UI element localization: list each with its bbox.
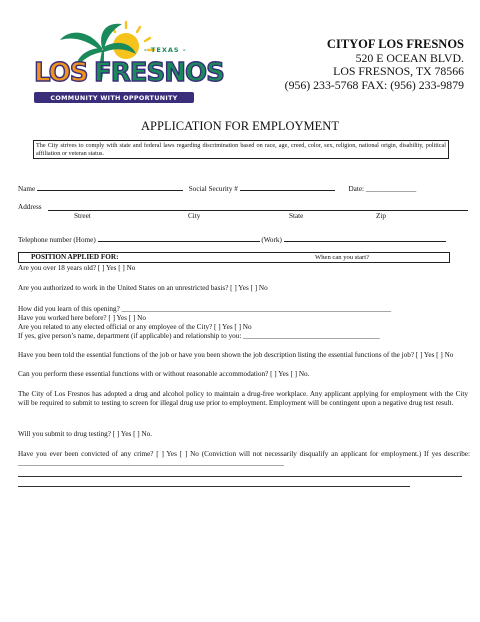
phone-work-label: (Work) xyxy=(261,236,282,244)
position-box xyxy=(18,252,450,263)
city-street-address: 520 E OCEAN BLVD. xyxy=(355,50,464,65)
phone-work-field[interactable] xyxy=(284,234,446,242)
crime-description-line-1[interactable] xyxy=(18,476,462,477)
question-drug-testing[interactable]: Will you submit to drug testing? [ ] Yes [ ] No. xyxy=(18,430,153,438)
question-perform-essential-functions[interactable]: Can you perform these essential functions with or without reasonable accommodation? [ ] Yes [ ] No. xyxy=(18,370,310,378)
question-worked-here-before[interactable]: Have you worked here before? [ ] Yes [ ] No xyxy=(18,314,146,322)
drug-policy-statement: The City of Los Fresnos has adopted a drug and alcohol policy to maintain a drug-free workplace. Any applicant applying for employment with the City will be required to submit to testing to screen for illegal drug use prior to employment. Employment will be contingent upon a negative drug test result. xyxy=(18,390,468,407)
page-title: APPLICATION FOR EMPLOYMENT xyxy=(141,119,339,133)
logo-texas-label: - TEXAS - xyxy=(144,46,187,54)
date-label: Date: xyxy=(348,185,365,193)
position-applied-label[interactable]: POSITION APPLIED FOR: xyxy=(31,253,119,261)
phone-home-label: Telephone number (Home) xyxy=(18,236,96,244)
logo-name-los: LOS xyxy=(34,58,88,88)
question-relationship-details[interactable]: If yes, give person’s name, department (if applicable) and relationship to you: ______________________________________ xyxy=(18,332,380,340)
question-criminal-conviction[interactable]: Have you ever been convicted of any crime? [ ] Yes [ ] No (Conviction will not necessarily disqualify an applicant for employment.) If yes describe: __________________________________________________________________________ xyxy=(18,450,470,467)
question-work-authorization[interactable]: Are you authorized to work in the United States on an unrestricted basis? [ ] Yes [ ] No xyxy=(18,284,268,292)
logo-tagline: COMMUNITY WITH OPPORTUNITY xyxy=(50,93,178,102)
question-essential-functions-told[interactable]: Have you been told the essential functions of the job or have you been shown the job description listing the essential functions of the job? [ ] Yes [ ] No xyxy=(18,351,454,359)
question-related-to-official[interactable]: Are you related to any elected official or any employee of the City? [ ] Yes [ ] No xyxy=(18,323,252,331)
address-state-label: State xyxy=(289,212,304,220)
name-label: Name xyxy=(18,185,36,193)
city-state-zip: LOS FRESNOS, TX 78566 xyxy=(333,64,464,78)
address-field[interactable] xyxy=(48,210,468,211)
city-name: CITYOF LOS FRESNOS xyxy=(326,37,464,51)
question-over-18[interactable]: Are you over 18 years old? [ ] Yes [ ] No xyxy=(18,264,136,272)
phone-home-field[interactable] xyxy=(98,234,260,242)
address-label: Address xyxy=(18,203,42,211)
address-street-label: Street xyxy=(74,212,91,220)
start-date-label[interactable]: When can you start? xyxy=(315,254,370,261)
logo-name-fresnos: FRESNOS xyxy=(94,58,224,88)
date-field[interactable]: ______________ xyxy=(365,185,417,193)
name-row xyxy=(18,183,468,194)
city-address-block xyxy=(285,38,464,92)
telephone-row xyxy=(18,234,468,245)
question-learn-of-opening[interactable]: How did you learn of this opening? ___________________________________________________________________________ xyxy=(18,305,392,313)
city-phone-fax: (956) 233-5768 FAX: (956) 233-9879 xyxy=(284,77,464,92)
ssn-field[interactable] xyxy=(240,183,335,191)
address-zip-label: Zip xyxy=(376,212,386,220)
nondiscrimination-notice: The City strives to comply with state and federal laws regarding discrimination based on race, age, creed, color, sex, religion, national origin, disability, political affiliation or veteran status. xyxy=(33,140,449,159)
ssn-label: Social Security # xyxy=(188,185,238,193)
city-logo xyxy=(28,18,224,106)
address-city-label: City xyxy=(188,212,201,220)
name-field[interactable] xyxy=(37,183,183,191)
crime-description-line-2[interactable] xyxy=(18,486,410,487)
